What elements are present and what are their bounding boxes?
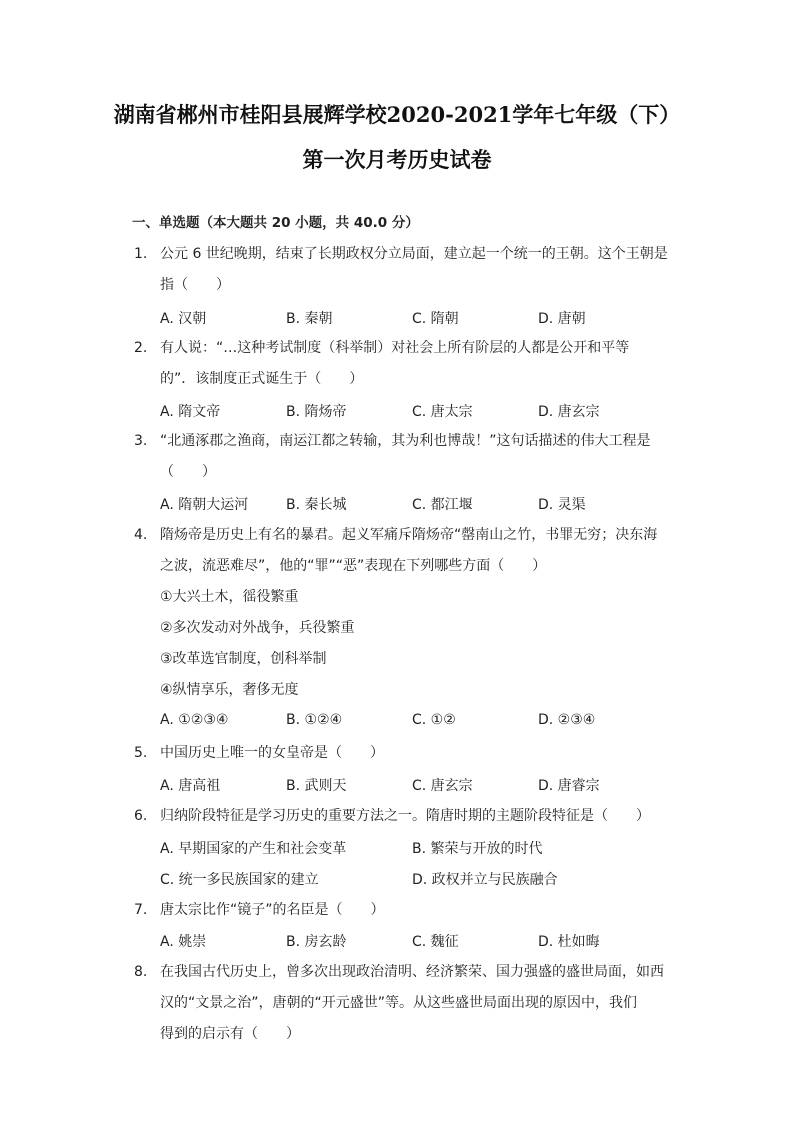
question-8-text: 在我国古代历史上，曾多次出现政治清明、经济繁荣、国力强盛的盛世局面，如西 bbox=[160, 964, 664, 980]
question-5-number: 5. bbox=[134, 745, 148, 761]
question-6-number: 6. bbox=[134, 808, 148, 824]
question-1-option-b[interactable]: B. 秦朝 bbox=[286, 311, 333, 327]
question-4-text: 隋炀帝是历史上有名的暴君。起义军痛斥隋炀帝“罄南山之竹，书罪无穷；决东海 bbox=[160, 527, 658, 543]
question-6-text: 归纳阶段特征是学习历史的重要方法之一。隋唐时期的主题阶段特征是（ ） bbox=[160, 808, 650, 824]
question-7-option-b[interactable]: B. 房玄龄 bbox=[286, 934, 347, 950]
question-6-option-a[interactable]: A. 早期国家的产生和社会变革 bbox=[160, 841, 347, 857]
question-1-text: 指（ ） bbox=[160, 277, 230, 293]
question-4-option-b[interactable]: B. ①②④ bbox=[286, 712, 343, 728]
section-heading: 一、单选题（本大题共 20 小题，共 40.0 分） bbox=[132, 215, 419, 231]
question-7-text: 唐太宗比作“镜子”的名臣是（ ） bbox=[160, 902, 385, 918]
question-2-text: 的”．该制度正式诞生于（ ） bbox=[160, 371, 364, 387]
question-4-statement-1: ①大兴土木，徭役繁重 bbox=[160, 589, 299, 605]
question-2-option-c[interactable]: C. 唐太宗 bbox=[412, 404, 473, 420]
question-1-option-d[interactable]: D. 唐朝 bbox=[538, 311, 586, 327]
question-3-text: （ ） bbox=[160, 464, 216, 480]
exam-title-line-2: 第一次月考历史试卷 bbox=[302, 147, 492, 172]
question-7-option-c[interactable]: C. 魏征 bbox=[412, 934, 459, 950]
question-7-option-d[interactable]: D. 杜如晦 bbox=[538, 934, 600, 950]
question-3-number: 3. bbox=[134, 433, 148, 449]
question-2-option-a[interactable]: A. 隋文帝 bbox=[160, 404, 221, 420]
question-4-option-d[interactable]: D. ②③④ bbox=[538, 712, 596, 728]
question-8-text: 得到的启示有（ ） bbox=[160, 1026, 300, 1042]
exam-title-line-1: 湖南省郴州市桂阳县展辉学校2020-2021学年七年级（下） bbox=[113, 102, 681, 127]
question-2-option-b[interactable]: B. 隋炀帝 bbox=[286, 404, 347, 420]
question-5-text: 中国历史上唯一的女皇帝是（ ） bbox=[160, 745, 384, 761]
question-3-option-c[interactable]: C. 都江堰 bbox=[412, 497, 473, 513]
question-5-option-b[interactable]: B. 武则天 bbox=[286, 778, 347, 794]
question-6-option-d[interactable]: D. 政权并立与民族融合 bbox=[412, 872, 558, 888]
question-4-statement-4: ④纵情享乐，奢侈无度 bbox=[160, 682, 299, 698]
question-1-option-a[interactable]: A. 汉朝 bbox=[160, 311, 207, 327]
question-4-text: 之波，流恶难尽”，他的“罪”“恶”表现在下列哪些方面（ ） bbox=[160, 558, 547, 574]
question-3-option-a[interactable]: A. 隋朝大运河 bbox=[160, 497, 249, 513]
question-4-statement-3: ③改革选官制度，创科举制 bbox=[160, 651, 327, 667]
question-2-option-d[interactable]: D. 唐玄宗 bbox=[538, 404, 600, 420]
question-6-option-b[interactable]: B. 繁荣与开放的时代 bbox=[412, 841, 543, 857]
question-1-number: 1. bbox=[134, 246, 148, 262]
question-4-number: 4. bbox=[134, 527, 148, 543]
question-3-option-d[interactable]: D. 灵渠 bbox=[538, 497, 586, 513]
question-4-statement-2: ②多次发动对外战争，兵役繁重 bbox=[160, 620, 355, 636]
question-3-option-b[interactable]: B. 秦长城 bbox=[286, 497, 347, 513]
question-4-option-a[interactable]: A. ①②③④ bbox=[160, 712, 229, 728]
question-5-option-a[interactable]: A. 唐高祖 bbox=[160, 778, 221, 794]
question-4-option-c[interactable]: C. ①② bbox=[412, 712, 456, 728]
question-7-number: 7. bbox=[134, 902, 148, 918]
question-7-option-a[interactable]: A. 姚崇 bbox=[160, 934, 207, 950]
question-2-text: 有人说：“…这种考试制度（科举制）对社会上所有阶层的人都是公开和平等 bbox=[160, 340, 630, 356]
question-1-option-c[interactable]: C. 隋朝 bbox=[412, 311, 459, 327]
question-3-text: “北通涿郡之渔商，南运江都之转输，其为利也博哉！”这句话描述的伟大工程是 bbox=[160, 433, 651, 449]
question-8-text: 汉的“文景之治”，唐朝的“开元盛世”等。从这些盛世局面出现的原因中，我们 bbox=[160, 995, 638, 1011]
question-8-number: 8. bbox=[134, 964, 148, 980]
question-5-option-c[interactable]: C. 唐玄宗 bbox=[412, 778, 473, 794]
question-1-text: 公元 6 世纪晚期，结束了长期政权分立局面，建立起一个统一的王朝。这个王朝是 bbox=[160, 246, 668, 262]
question-6-option-c[interactable]: C. 统一多民族国家的建立 bbox=[160, 872, 319, 888]
question-5-option-d[interactable]: D. 唐睿宗 bbox=[538, 778, 600, 794]
question-2-number: 2. bbox=[134, 340, 148, 356]
